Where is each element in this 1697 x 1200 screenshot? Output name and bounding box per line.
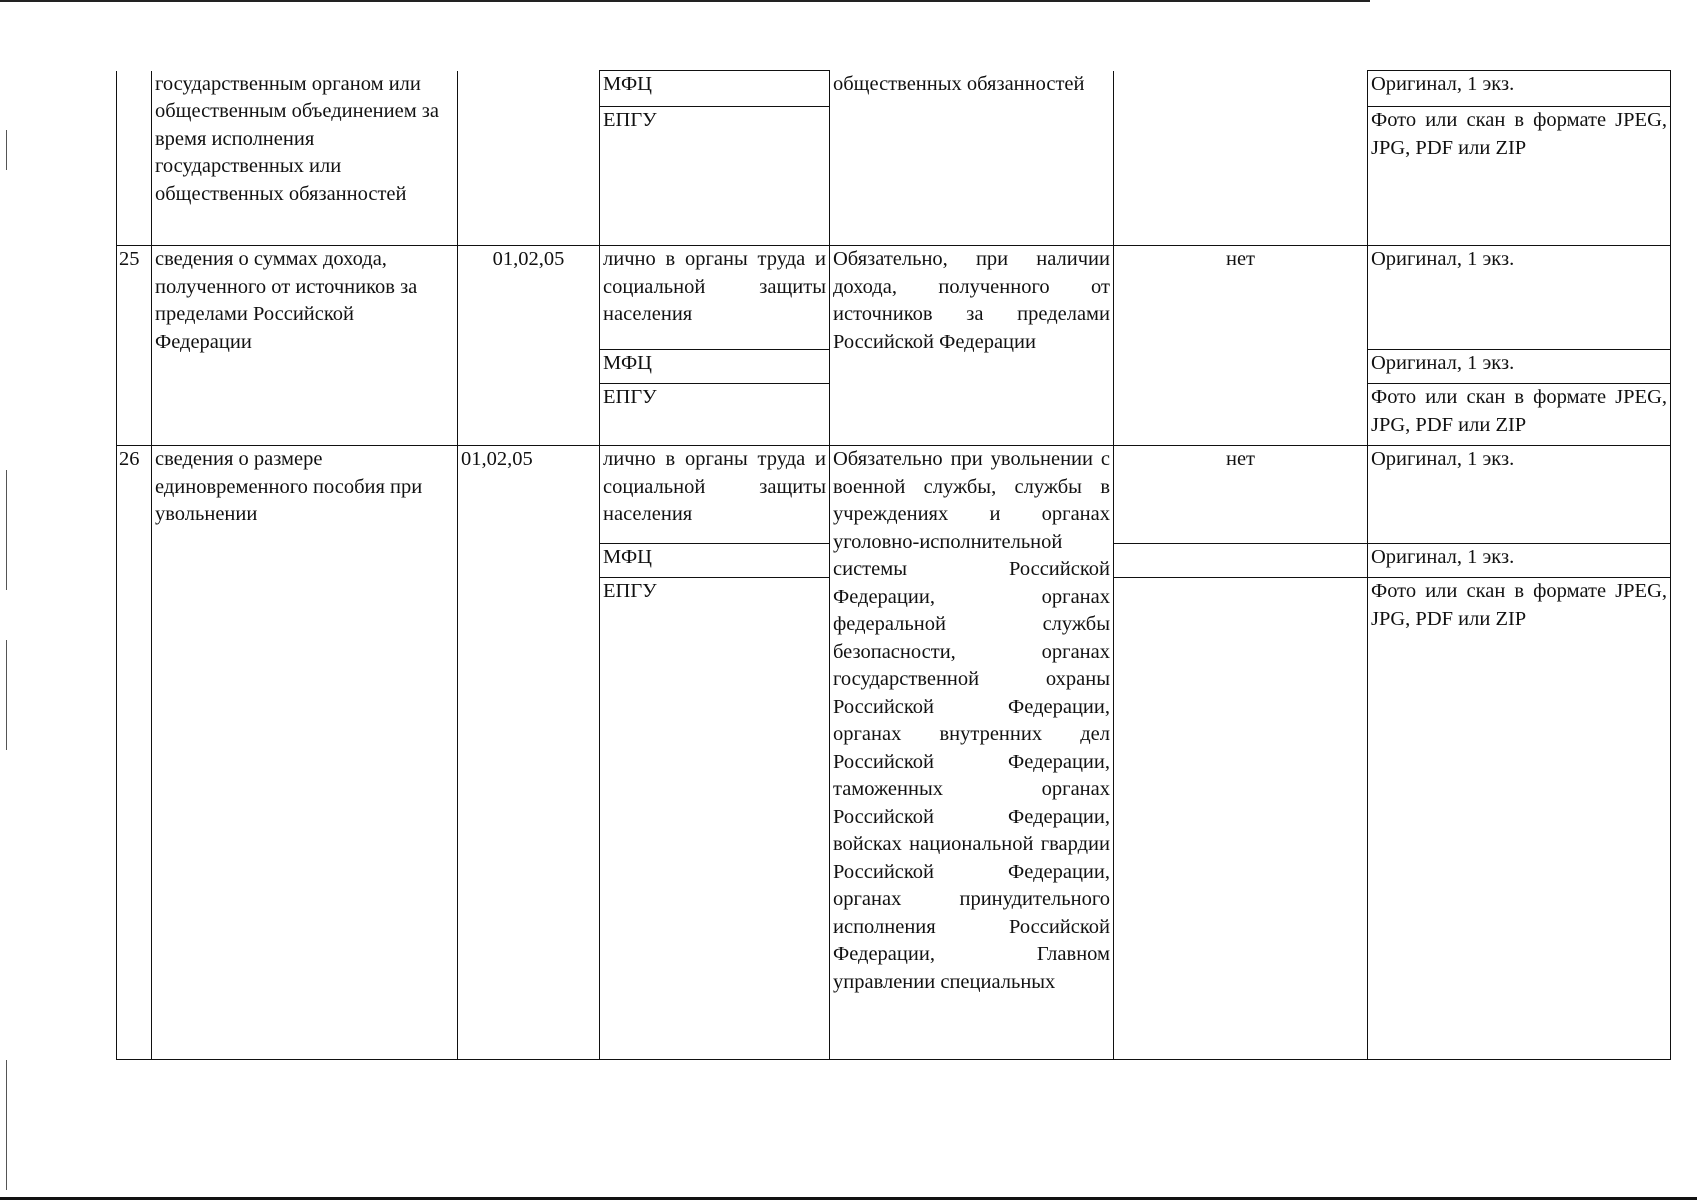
cell-form-epgu: Фото или скан в формате JPEG, JPG, PDF или ZIP (1368, 578, 1671, 1060)
cell-form-original: Оригинал, 1 экз. (1368, 71, 1671, 107)
cell-flag-epgu (1114, 578, 1368, 1060)
cell-num: 26 (117, 446, 152, 1060)
cell-channel-mfc: МФЦ (600, 350, 830, 384)
cell-flag: нет (1114, 446, 1368, 544)
cell-codes: 01,02,05 (458, 446, 600, 1060)
cell-codes (458, 71, 600, 246)
cell-form-in-person: Оригинал, 1 экз. (1368, 246, 1671, 350)
table-row (117, 246, 1671, 350)
cell-document-name: государственным органом или общественным объединением за время исполнения государственных или общественных обязанностей (152, 71, 458, 246)
cell-channel-mfc: МФЦ (600, 71, 830, 107)
cell-condition: Обязательно, при наличии дохода, полученного от источников за пределами Российской Федерации (830, 246, 1114, 446)
cell-document-name: сведения о суммах дохода, полученного от источников за пределами Российской Федерации (152, 246, 458, 446)
cell-document-name: сведения о размере единовременного пособия при увольнении (152, 446, 458, 1060)
cell-channel-epgu: ЕПГУ (600, 578, 830, 1060)
cell-form-mfc: Оригинал, 1 экз. (1368, 350, 1671, 384)
scan-margin-mark (6, 640, 7, 750)
cell-condition: общественных обязанностей (830, 71, 1114, 246)
cell-flag-mfc (1114, 544, 1368, 578)
cell-channel-in-person: лично в органы труда и социальной защиты населения (600, 246, 830, 350)
cell-num (117, 71, 152, 246)
scan-margin-mark (6, 470, 7, 590)
cell-channel-mfc: МФЦ (600, 544, 830, 578)
cell-condition: Обязательно при увольнении с военной службы, службы в учреждениях и органах уголовно-исполнительной системы Российской Федерации, органах федеральной службы безопасности, органах государственной охраны Российской Федерации, органах внутренних дел Российской Федерации, таможенных органах Российской Федерации, войсках национальной гвардии Российской Федерации, органах принудительного исполнения Российской Федерации, Главном управлении специальных (830, 446, 1114, 1060)
cell-form-scan: Фото или скан в формате JPEG, JPG, PDF или ZIP (1368, 107, 1671, 246)
scan-margin-mark (6, 130, 7, 170)
table-row (117, 446, 1671, 544)
cell-codes: 01,02,05 (458, 246, 600, 446)
cell-channel-epgu: ЕПГУ (600, 384, 830, 446)
cell-form-mfc: Оригинал, 1 экз. (1368, 544, 1671, 578)
cell-flag: нет (1114, 246, 1368, 446)
cell-flag (1114, 71, 1368, 246)
cell-channel-in-person: лично в органы труда и социальной защиты населения (600, 446, 830, 544)
page-top-edge (0, 0, 1370, 2)
cell-num: 25 (117, 246, 152, 446)
cell-channel-epgu: ЕПГУ (600, 107, 830, 246)
table-row-continued (117, 71, 1671, 107)
documents-table (116, 70, 1671, 1060)
cell-form-epgu: Фото или скан в формате JPEG, JPG, PDF или ZIP (1368, 384, 1671, 446)
cell-form-in-person: Оригинал, 1 экз. (1368, 446, 1671, 544)
scan-margin-mark (6, 1060, 7, 1190)
